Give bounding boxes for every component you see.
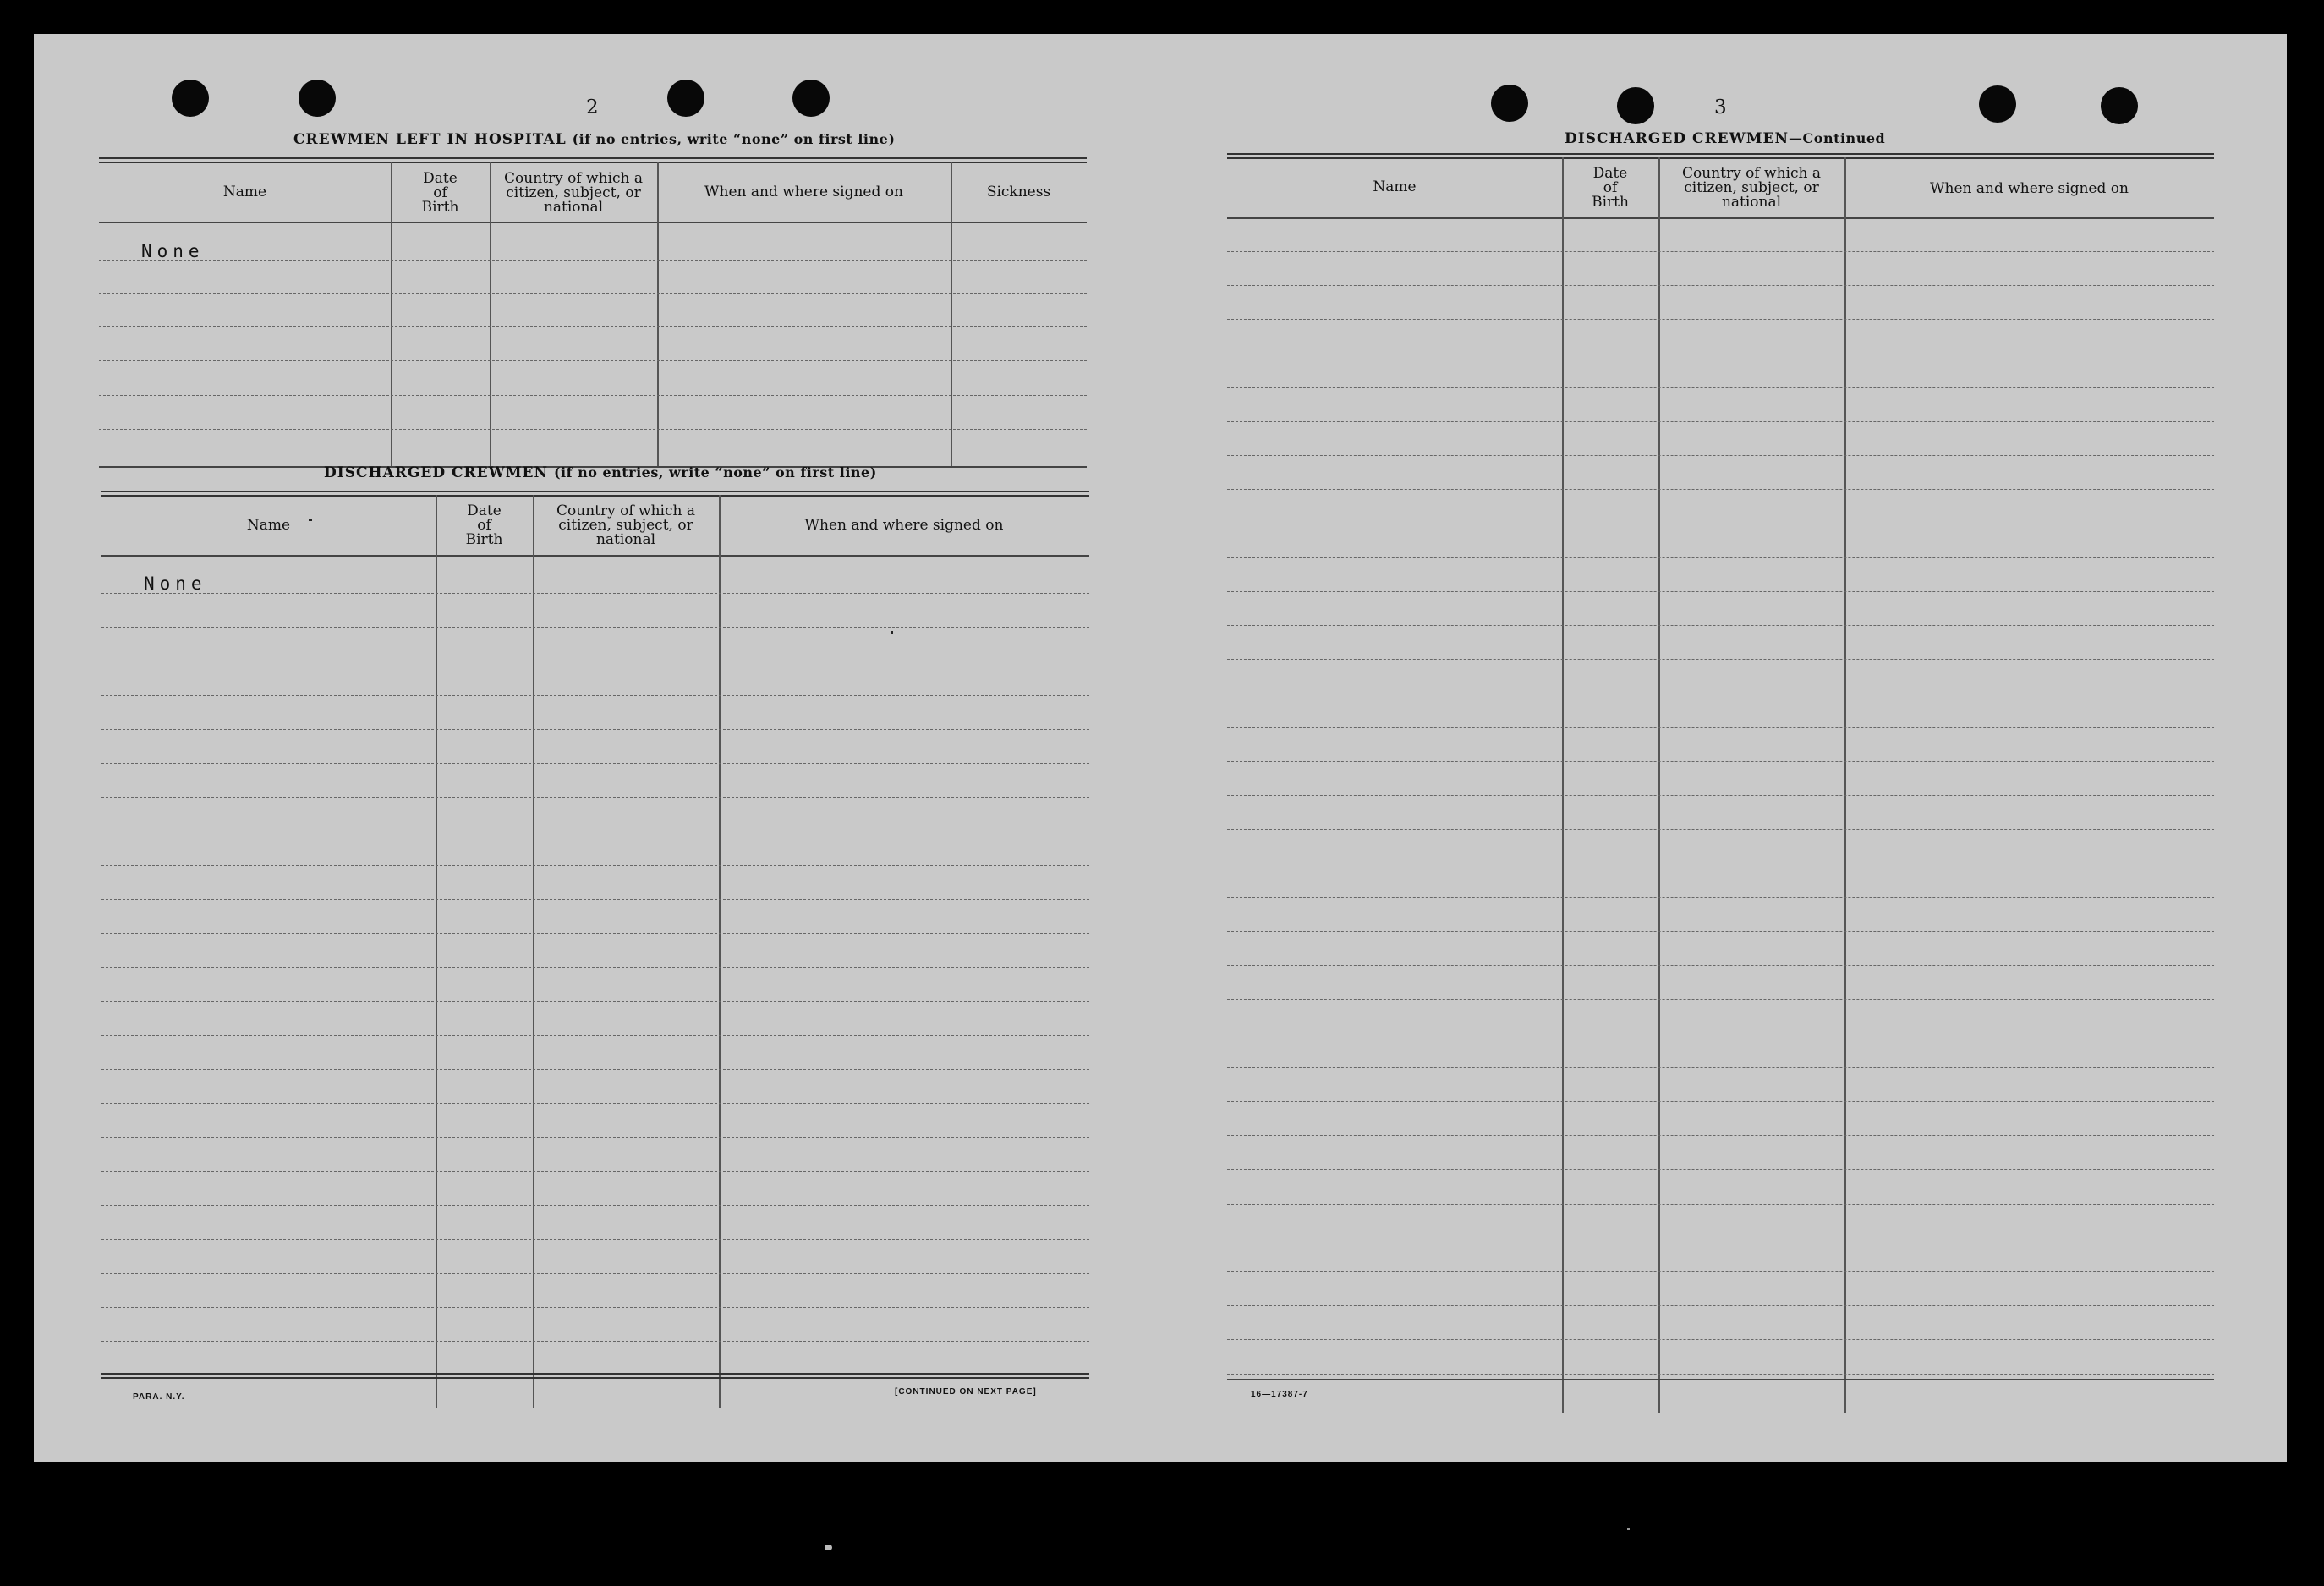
ruled-row-line: [1227, 455, 2214, 456]
ruled-row-line: [101, 729, 1089, 730]
discharged-first-entry: None: [144, 573, 207, 594]
hospital-header-sickness: Sickness: [986, 184, 1051, 200]
discharged-header-name: Name: [246, 517, 291, 534]
scan-speck: [825, 1545, 832, 1550]
discharged-header-signed: When and where signed on: [804, 517, 1004, 534]
footer-continued-note: [CONTINUED ON NEXT PAGE]: [895, 1387, 1037, 1397]
ruled-row-line: [101, 899, 1089, 900]
right-title-suffix: —Continued: [1789, 130, 1886, 146]
page-number-right: 3: [1714, 96, 1727, 118]
ruled-row-line: [1227, 1305, 2214, 1306]
ruled-row-line: [101, 1001, 1089, 1002]
discharged-col-divider: [533, 495, 534, 1408]
ruled-row-line: [101, 933, 1089, 934]
punch-hole: [1491, 85, 1528, 122]
right-col-divider: [1658, 157, 1660, 1413]
punch-hole: [172, 80, 209, 117]
paper-speck: [309, 519, 312, 521]
punch-hole: [792, 80, 830, 117]
paper-speck: [891, 631, 893, 634]
hospital-top-rule: [99, 157, 1087, 163]
ruled-row-line: [101, 1069, 1089, 1070]
hospital-col-divider: [657, 162, 659, 466]
hospital-header-country: Country of which a citizen, subject, or national: [504, 170, 643, 216]
ruled-row-line: [1227, 931, 2214, 932]
right-col-divider: [1562, 157, 1564, 1413]
discharged-bottom-rule: [101, 1373, 1089, 1379]
hospital-header-name: Name: [222, 184, 267, 200]
ruled-row-line: [1227, 965, 2214, 966]
ruled-row-line: [101, 695, 1089, 696]
hospital-row-line: [99, 360, 1087, 361]
hospital-row-line: [99, 293, 1087, 294]
ruled-row-line: [1227, 795, 2214, 796]
ruled-row-line: [1227, 659, 2214, 660]
hospital-row-line: [99, 429, 1087, 430]
ruled-row-line: [1227, 1101, 2214, 1102]
ruled-row-line: [1227, 557, 2214, 558]
ruled-row-line: [101, 1205, 1089, 1206]
hospital-row-line: [99, 260, 1087, 261]
punch-hole: [667, 80, 704, 117]
ruled-row-line: [101, 593, 1089, 594]
footer-printer-mark: PARA. N.Y.: [133, 1392, 185, 1402]
right-header-name: Name: [1373, 178, 1417, 195]
document-sheet: [34, 34, 2287, 1462]
discharged-section-title: [324, 464, 877, 481]
punch-hole: [2101, 87, 2138, 124]
discharged-title-note: (if no entries, write “none” on first line): [553, 464, 877, 480]
hospital-header-dob: Date of Birth: [421, 170, 459, 216]
ruled-row-line: [1227, 1339, 2214, 1340]
ruled-row-line: [101, 1137, 1089, 1138]
discharged-top-rule: [101, 491, 1089, 497]
ruled-row-line: [1227, 999, 2214, 1000]
discharged-col-divider: [719, 495, 721, 1408]
ruled-row-line: [1227, 761, 2214, 762]
ruled-row-line: [1227, 489, 2214, 490]
ruled-row-line: [1227, 1271, 2214, 1272]
ruled-row-line: [101, 865, 1089, 866]
ruled-row-line: [1227, 1204, 2214, 1205]
page-number-left: 2: [586, 96, 599, 118]
ruled-row-line: [1227, 387, 2214, 388]
ruled-row-line: [101, 1171, 1089, 1172]
punch-hole: [1617, 87, 1654, 124]
hospital-col-divider: [951, 162, 952, 466]
ruled-row-line: [101, 797, 1089, 798]
ruled-row-line: [1227, 285, 2214, 286]
ruled-row-line: [101, 1307, 1089, 1308]
ruled-row-line: [1227, 625, 2214, 626]
scan-speck: [1627, 1528, 1630, 1530]
discharged-header-dob: Date of Birth: [465, 502, 503, 548]
ruled-row-line: [101, 967, 1089, 968]
ruled-row-line: [1227, 591, 2214, 592]
ruled-row-line: [101, 1103, 1089, 1104]
hospital-first-entry: None: [141, 241, 205, 261]
discharged-title-text: DISCHARGED CREWMEN: [324, 464, 549, 481]
right-bottom-rule: [1227, 1379, 2214, 1380]
right-header-signed: When and where signed on: [1930, 180, 2129, 197]
hospital-col-divider: [391, 162, 392, 466]
right-title-text: DISCHARGED CREWMEN: [1565, 130, 1790, 147]
ruled-row-line: [1227, 1169, 2214, 1170]
ruled-row-line: [1227, 421, 2214, 422]
ruled-row-line: [1227, 897, 2214, 898]
hospital-row-line: [99, 395, 1087, 396]
ruled-row-line: [101, 763, 1089, 764]
ruled-row-line: [101, 1035, 1089, 1036]
ruled-row-line: [1227, 319, 2214, 320]
ruled-row-line: [101, 1341, 1089, 1342]
ruled-row-line: [101, 1239, 1089, 1240]
punch-hole: [299, 80, 336, 117]
hospital-title-text: CREWMEN LEFT IN HOSPITAL: [293, 131, 567, 148]
right-section-title: [1565, 130, 1885, 147]
right-top-rule: [1227, 153, 2214, 159]
right-header-country: Country of which a citizen, subject, or national: [1682, 165, 1821, 211]
hospital-section-title: [293, 131, 895, 148]
ruled-row-line: [1227, 1135, 2214, 1136]
right-header-bottom-rule: [1227, 217, 2214, 219]
footer-form-number: 16—17387-7: [1251, 1390, 1308, 1399]
ruled-row-line: [101, 627, 1089, 628]
ruled-row-line: [1227, 251, 2214, 252]
ruled-row-line: [1227, 1374, 2214, 1375]
ruled-row-line: [1227, 829, 2214, 830]
punch-hole: [1979, 85, 2016, 123]
hospital-row-line: [99, 326, 1087, 327]
right-col-divider: [1844, 157, 1846, 1413]
hospital-header-signed: When and where signed on: [704, 184, 903, 200]
discharged-header-country: Country of which a citizen, subject, or national: [556, 502, 695, 548]
ruled-row-line: [101, 1273, 1089, 1274]
hospital-header-bottom-rule: [99, 222, 1087, 223]
discharged-header-bottom-rule: [101, 555, 1089, 557]
ruled-row-line: [1227, 727, 2214, 728]
right-header-dob: Date of Birth: [1592, 165, 1629, 211]
discharged-col-divider: [436, 495, 437, 1408]
hospital-col-divider: [490, 162, 491, 466]
hospital-title-note: (if no entries, write “none” on first line): [572, 131, 896, 147]
ruled-row-line: [1227, 1067, 2214, 1068]
